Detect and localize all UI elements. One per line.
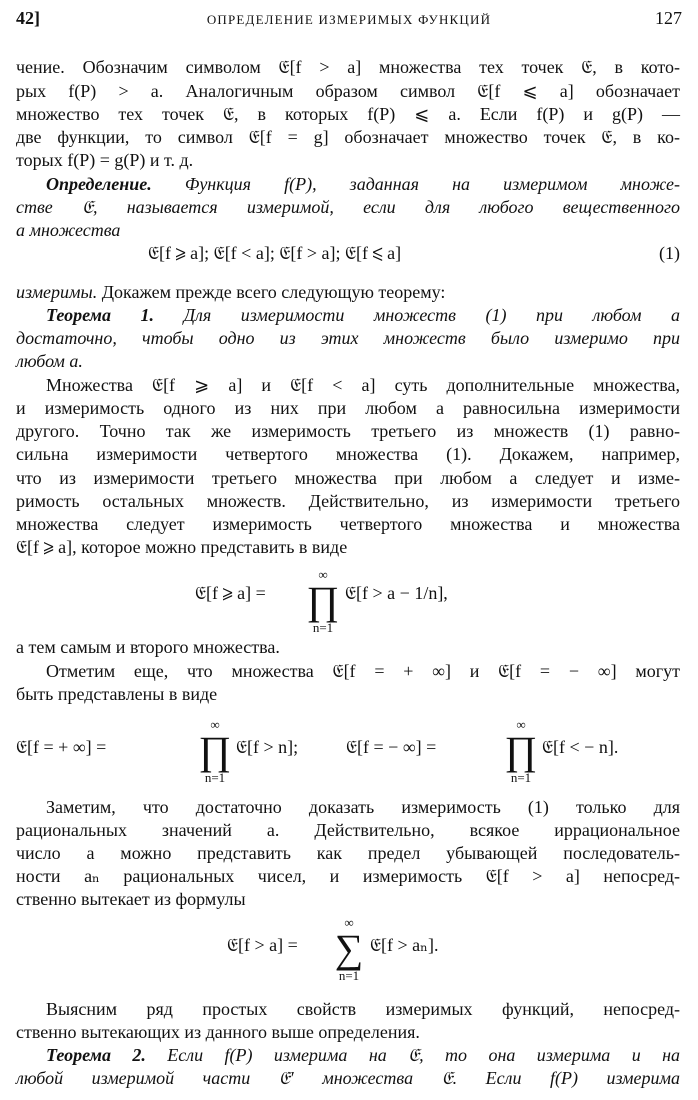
page-header <box>16 8 682 32</box>
theorem-line: любом a. <box>16 351 83 371</box>
theorem-label: Теорема 2. <box>46 1045 146 1065</box>
running-title: ОПРЕДЕЛЕНИЕ ИЗМЕРИМЫХ ФУНКЦИЙ <box>206 12 492 27</box>
text-line: число a можно представить как предел убывающей последователь- <box>16 843 680 863</box>
equation-3a-left: 𝔈[f = + ∞] = <box>16 737 107 757</box>
text-line: множество тех точек 𝔈, в которых f(P) ⩽ a. Если f(P) и g(P) — <box>16 104 680 124</box>
text-line: две функции, то символ 𝔈[f = g] обозначает множество точек 𝔈, в ко- <box>16 127 680 147</box>
text-line: множества следует измеримость четвертого множества и множества <box>16 514 680 534</box>
text-line: рых f(P) > a. Аналогичным образом символ 𝔈[f ⩽ a] обозначает <box>16 81 680 101</box>
equation-4-left: 𝔈[f > a] = <box>227 935 298 955</box>
theorem-line: Теорема 1. Для измеримости множеств (1) при любом a <box>46 305 681 325</box>
product-operator: ∞ ∏ n=1 <box>306 567 340 635</box>
equation-2-left: 𝔈[f ⩾ a] = <box>195 583 266 603</box>
theorem-line: любой измеримой части 𝔈′ множества 𝔈. Если f(P) измерима <box>16 1068 680 1088</box>
theorem-line: достаточно, чтобы одно из этих множеств было измеримо при <box>16 328 680 348</box>
equation-3b-left: 𝔈[f = − ∞] = <box>346 737 437 757</box>
text-line: измеримы. Докажем прежде всего следующую теорему: <box>16 282 446 302</box>
text-line: Отметим еще, что множества 𝔈[f = + ∞] и 𝔈[f = − ∞] могут <box>46 661 680 681</box>
text-line: ности aₙ рациональных чисел, и измеримость 𝔈[f > a] непосред- <box>16 866 680 886</box>
equation-3a-right: 𝔈[f > n]; <box>236 737 299 757</box>
text-line: торых f(P) = g(P) и т. д. <box>16 150 194 170</box>
text-line: ственно вытекающих из данного выше определения. <box>16 1022 420 1042</box>
text-line: сильна измеримости четвертого множества (1). Докажем, например, <box>16 444 680 464</box>
product-operator: ∞ ∏ n=1 <box>504 717 538 785</box>
equation-2-right: 𝔈[f > a − 1/n], <box>345 583 448 603</box>
text-line: Заметим, что достаточно доказать измеримость (1) только для <box>46 797 680 817</box>
theorem-line: Теорема 2. Если f(P) измерима на 𝔈, то она измерима и на <box>46 1045 681 1065</box>
text-line: ственно вытекает из формулы <box>16 889 246 909</box>
product-operator: ∞ ∏ n=1 <box>198 717 232 785</box>
text-line: Выясним ряд простых свойств измеримых функций, непосред- <box>46 999 680 1019</box>
text-line: а тем самым и второго множества. <box>16 637 280 657</box>
section-number: 42] <box>16 8 40 28</box>
page-number: 127 <box>655 8 682 28</box>
sum-operator: ∞ ∑ n=1 <box>334 915 364 983</box>
text-line: что из измеримости третьего множества при любом a следует и изме- <box>16 468 680 488</box>
text-line: другого. Точно так же измеримость третьего из множеств (1) равно- <box>16 421 680 441</box>
equation-number: (1) <box>659 243 680 263</box>
text-line: римость остальных множеств. Действительно, из измеримости третьего <box>16 491 680 511</box>
equation-3b-right: 𝔈[f < − n]. <box>542 737 619 757</box>
text-line: рациональных значений a. Действительно, всякое иррациональное <box>16 820 680 840</box>
text-line: быть представлены в виде <box>16 684 218 704</box>
text-line: Множества 𝔈[f ⩾ a] и 𝔈[f < a] суть дополнительные множества, <box>46 375 680 395</box>
text-line: 𝔈[f ⩾ a], которое можно представить в виде <box>16 537 348 557</box>
theorem-label: Теорема 1. <box>46 305 155 325</box>
definition-line: a множества <box>16 220 121 240</box>
text-line: и измеримость одного из них при любом a равносильна измеримости <box>16 398 680 418</box>
text-line: чение. Обозначим символом 𝔈[f > a] множества тех точек 𝔈, в кото- <box>16 57 680 77</box>
equation-4-right: 𝔈[f > aₙ]. <box>370 935 439 955</box>
definition-label: Определение. <box>46 174 152 194</box>
definition-line: стве 𝔈, называется измеримой, если для любого вещественного <box>16 197 680 217</box>
definition-line: Определение. Функция f(P), заданная на измеримом множе- <box>46 174 681 194</box>
equation-1: 𝔈[f ⩾ a]; 𝔈[f < a]; 𝔈[f > a]; 𝔈[f ⩽ a] <box>148 243 402 263</box>
